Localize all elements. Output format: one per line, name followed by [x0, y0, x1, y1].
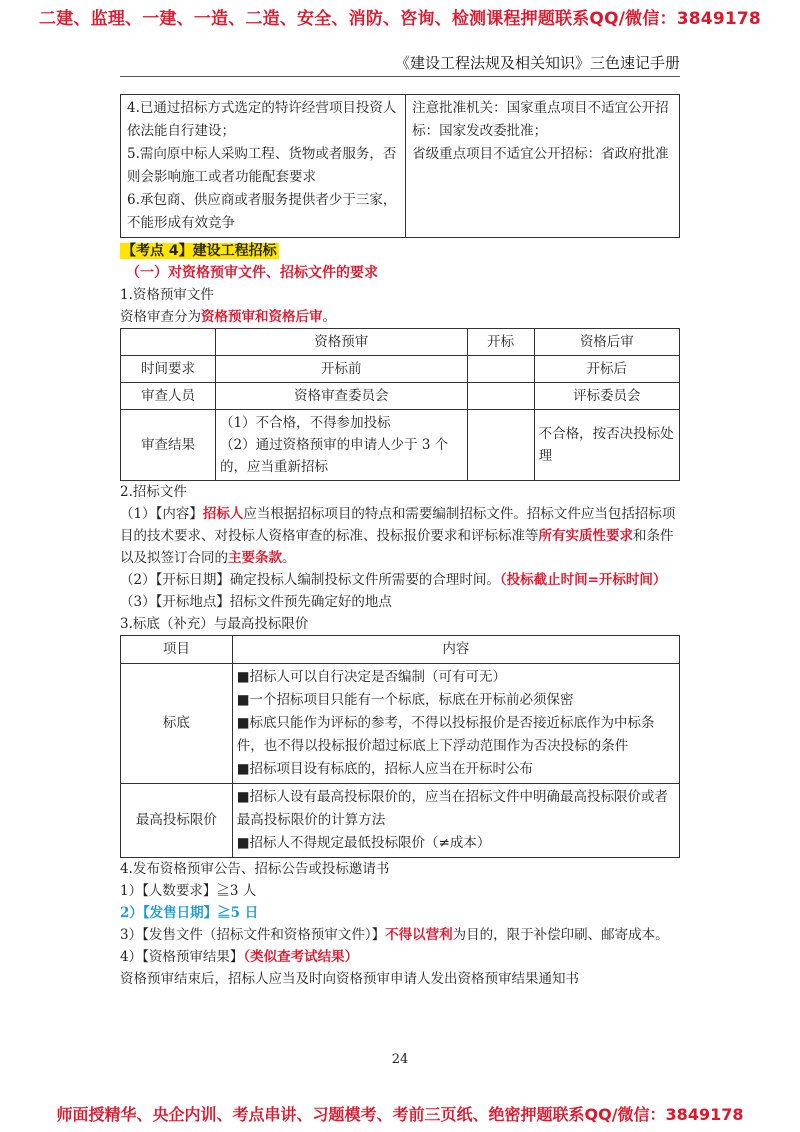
list-item: 省级重点项目不适宜公开招标：省政府批准 — [412, 146, 669, 162]
list-item: 5.需向原中标人采购工程、货物或者服务，否则会影响施工或者功能配套要求 — [127, 146, 397, 185]
section-heading-prefix: 【考点 4】 — [122, 243, 193, 259]
item-title: 1.资格预审文件 — [120, 287, 214, 303]
paragraph: （1）【内容】招标人应当根据招标项目的特点和需要编制招标文件。招标文件应当包括招标项目的技术要求、对投标人资格审查的标准、投标报价要求和评标标准等所有实质性要求和条件以及拟签订合同的主要条款。 — [120, 506, 676, 566]
paragraph: （2）【开标日期】确定投标人编制投标文件所需要的合理时间。（投标截止时间=开标时间） — [120, 572, 667, 588]
header-title: 《建设工程法规及相关知识》三色速记手册 — [394, 54, 680, 72]
table-row: 标底 ■招标人可以自行决定是否编制（可有可无） ■一个招标项目只能有一个标底，标底在开标前必须保密 ■标底只能作为评标的参考，不得以投标报价是否接近标底作为中标条件，也不得以投标报价超过标底上下浮动范围作为否决投标的条件 ■招标项目设有标底的，招标人应当在开标时公布 — [121, 664, 680, 784]
section-heading — [120, 240, 680, 262]
bottom-banner: 师面授精华、央企内训、考点串讲、习题模考、考前三页纸、绝密押题联系QQ/微信：3849178 — [56, 1105, 744, 1124]
table-header-cell: 内容 — [232, 636, 679, 664]
bid-price-table — [120, 635, 680, 858]
page-content — [120, 94, 680, 990]
header-divider — [120, 76, 680, 77]
paragraph: 1）【人数要求】≧3 人 — [120, 883, 257, 899]
list-item: 6.承包商、供应商或者服务提供者少于三家，不能形成有效竞争 — [127, 192, 397, 231]
table-header-cell — [121, 329, 216, 356]
table-row: 审查人员 资格审查委员会 评标委员会 — [121, 383, 680, 410]
table-header-cell: 资格后审 — [534, 329, 679, 356]
paragraph: 资格审查分为资格预审和资格后审。 — [120, 309, 336, 325]
item-title: 3.标底（补充）与最高投标限价 — [120, 616, 309, 632]
table-row: 时间要求 开标前 开标后 — [121, 356, 680, 383]
table-header-cell: 资格预审 — [216, 329, 468, 356]
paragraph: 3）【发售文件（招标文件和资格预审文件）】不得以营利为目的，限于补偿印刷、邮寄成本。 — [120, 927, 669, 943]
list-item: 注意批准机关：国家重点项目不适宜公开招标：国家发改委批准； — [412, 100, 669, 139]
paragraph: 2）【发售日期】≧5 日 — [120, 905, 259, 921]
subsection-heading: （一）对资格预审文件、招标文件的要求 — [126, 265, 378, 281]
qualification-table — [120, 328, 680, 481]
continuation-table — [120, 94, 680, 238]
paragraph: 4）【资格预审结果】（类似查考试结果） — [120, 949, 359, 965]
table-header-cell: 开标 — [467, 329, 534, 356]
item-title: 4.发布资格预审公告、招标公告或投标邀请书 — [120, 861, 390, 877]
paragraph: 资格预审结束后，招标人应当及时向资格预审申请人发出资格预审结果通知书 — [120, 971, 579, 987]
item-title: 2.招标文件 — [120, 484, 187, 500]
continuation-left-cell — [121, 95, 406, 238]
table-header-cell: 项目 — [121, 636, 233, 664]
table-row: 审查结果 （1）不合格，不得参加投标 （2）通过资格预审的申请人少于 3 个的，应当重新招标 不合格，按否决投标处理 — [121, 410, 680, 481]
paragraph: （3）【开标地点】招标文件预先确定好的地点 — [120, 594, 392, 610]
section-heading-title: 建设工程招标 — [192, 243, 277, 259]
table-row: 最高投标限价 ■招标人设有最高投标限价的，应当在招标文件中明确最高投标限价或者最高投标限价的计算方法 ■招标人不得规定最低投标限价（≠成本） — [121, 784, 680, 858]
continuation-right-cell — [406, 95, 680, 238]
list-item: 4.已通过招标方式选定的特许经营项目投资人依法能自行建设； — [127, 100, 397, 139]
page-number: 24 — [391, 1052, 409, 1067]
top-banner: 二建、监理、一建、一造、二造、安全、消防、咨询、检测课程押题联系QQ/微信：3849178 — [39, 9, 761, 29]
